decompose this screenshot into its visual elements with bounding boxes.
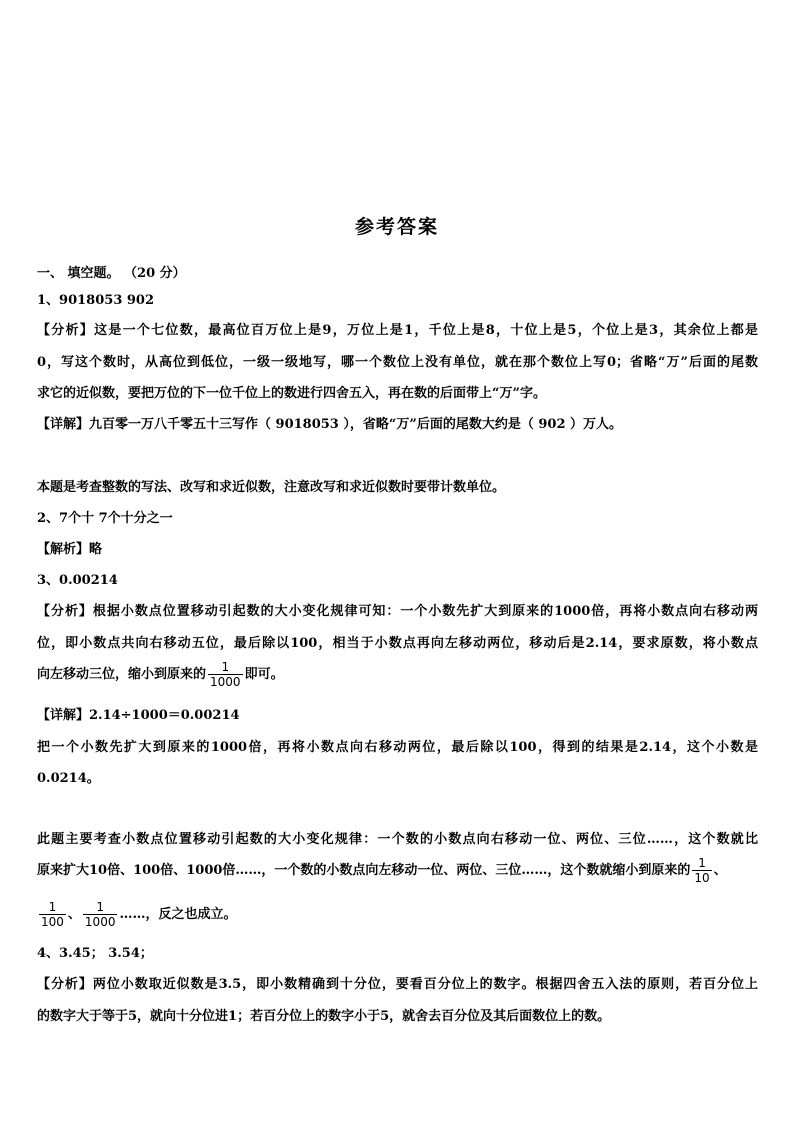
fraction-denominator: 10 <box>694 871 710 885</box>
q4-answer: 4、3.45； 3.54； <box>37 946 153 961</box>
q1-detail: 【详解】九百零一万八千零五十三写作（ 9018053 ），省略“万”后面的尾数大约是（ 902 ）万人。 <box>37 417 623 432</box>
fraction-denominator: 1000 <box>84 915 116 929</box>
q4-analysis-line-1: 【分析】两位小数取近似数是3.5，即小数精确到十分位，要看百分位上的数字。根据四舍五入法的原则，若百分位上 <box>37 977 758 992</box>
q1-analysis-line-3: 求它的近似数，要把万位的下一位千位上的数进行四舍五入，再在数的后面带上“万”字。 <box>37 386 546 401</box>
q3-detail-line-3: 0.0214。 <box>37 771 100 786</box>
q3-summary-line-2 <box>37 856 758 885</box>
q3-analysis-line-1: 【分析】根据小数点位置移动引起数的大小变化规律可知：一个小数先扩大到原来的1000倍，再将小数点向右移动两 <box>37 604 758 619</box>
q1-analysis-line-2: 0，写这个数时，从高位到低位，一级一级地写，哪一个数位上没有单位，就在那个数位上写0；省略“万”后面的尾数 <box>37 355 758 370</box>
fraction-numerator: 1 <box>96 900 105 914</box>
fraction-denominator: 100 <box>41 915 64 929</box>
q3-analysis-text: 向左移动三位，缩小到原来的 <box>37 667 207 682</box>
section-heading: 一、 填空题。 （20 分） <box>37 266 186 281</box>
fraction-numerator: 1 <box>48 900 57 914</box>
separator: 、 <box>713 863 727 878</box>
q3-summary-line-1: 此题主要考查小数点位置移动引起数的大小变化规律：一个数的小数点向右移动一位、两位、三位……，这个数就比 <box>37 832 758 847</box>
q3-answer: 3、0.00214 <box>37 573 118 588</box>
fraction-denominator: 1000 <box>210 675 241 689</box>
fraction <box>208 660 243 689</box>
q3-summary-text-end: ……，反之也成立。 <box>119 907 237 922</box>
q2-detail: 【解析】略 <box>37 542 103 557</box>
q3-analysis-text-end: 即可。 <box>244 667 284 682</box>
q2-answer: 2、7个十 7个十分之一 <box>37 511 173 526</box>
fraction <box>692 856 711 885</box>
q1-analysis-line-1: 【分析】这是一个七位数，最高位百万位上是9，万位上是1，千位上是8，十位上是5，个位上是3，其余位上都是 <box>37 323 758 338</box>
separator: 、 <box>67 907 81 922</box>
fraction-numerator: 1 <box>698 856 706 870</box>
q3-detail: 【详解】2.14÷1000＝0.00214 <box>37 708 240 723</box>
page-title: 参考答案 <box>354 216 439 238</box>
q3-detail-line-2: 把一个小数先扩大到原来的1000倍，再将小数点向右移动两位，最后除以100，得到的结果是2.14，这个小数是 <box>37 740 758 755</box>
q3-analysis-line-3 <box>37 660 758 689</box>
fraction-numerator: 1 <box>221 660 230 674</box>
q3-summary-line-3 <box>37 900 758 929</box>
q3-analysis-line-2: 位，即小数点共向右移动五位，最后除以100，相当于小数点再向左移动两位，移动后是2.14，要求原数，将小数点 <box>37 636 758 651</box>
q1-summary: 本题是考查整数的写法、改写和求近似数，注意改写和求近似数时要带计数单位。 <box>37 480 506 495</box>
q4-analysis-line-2: 的数字大于等于5，就向十分位进1；若百分位上的数字小于5，就舍去百分位及其后面数位上的数。 <box>37 1009 611 1024</box>
fraction <box>83 900 118 929</box>
fraction <box>39 900 66 929</box>
q3-summary-text: 原来扩大10倍、100倍、1000倍……，一个数的小数点向左移动一位、两位、三位……，这个数就缩小到原来的 <box>37 863 691 878</box>
q1-answer: 1、9018053 902 <box>37 293 155 308</box>
